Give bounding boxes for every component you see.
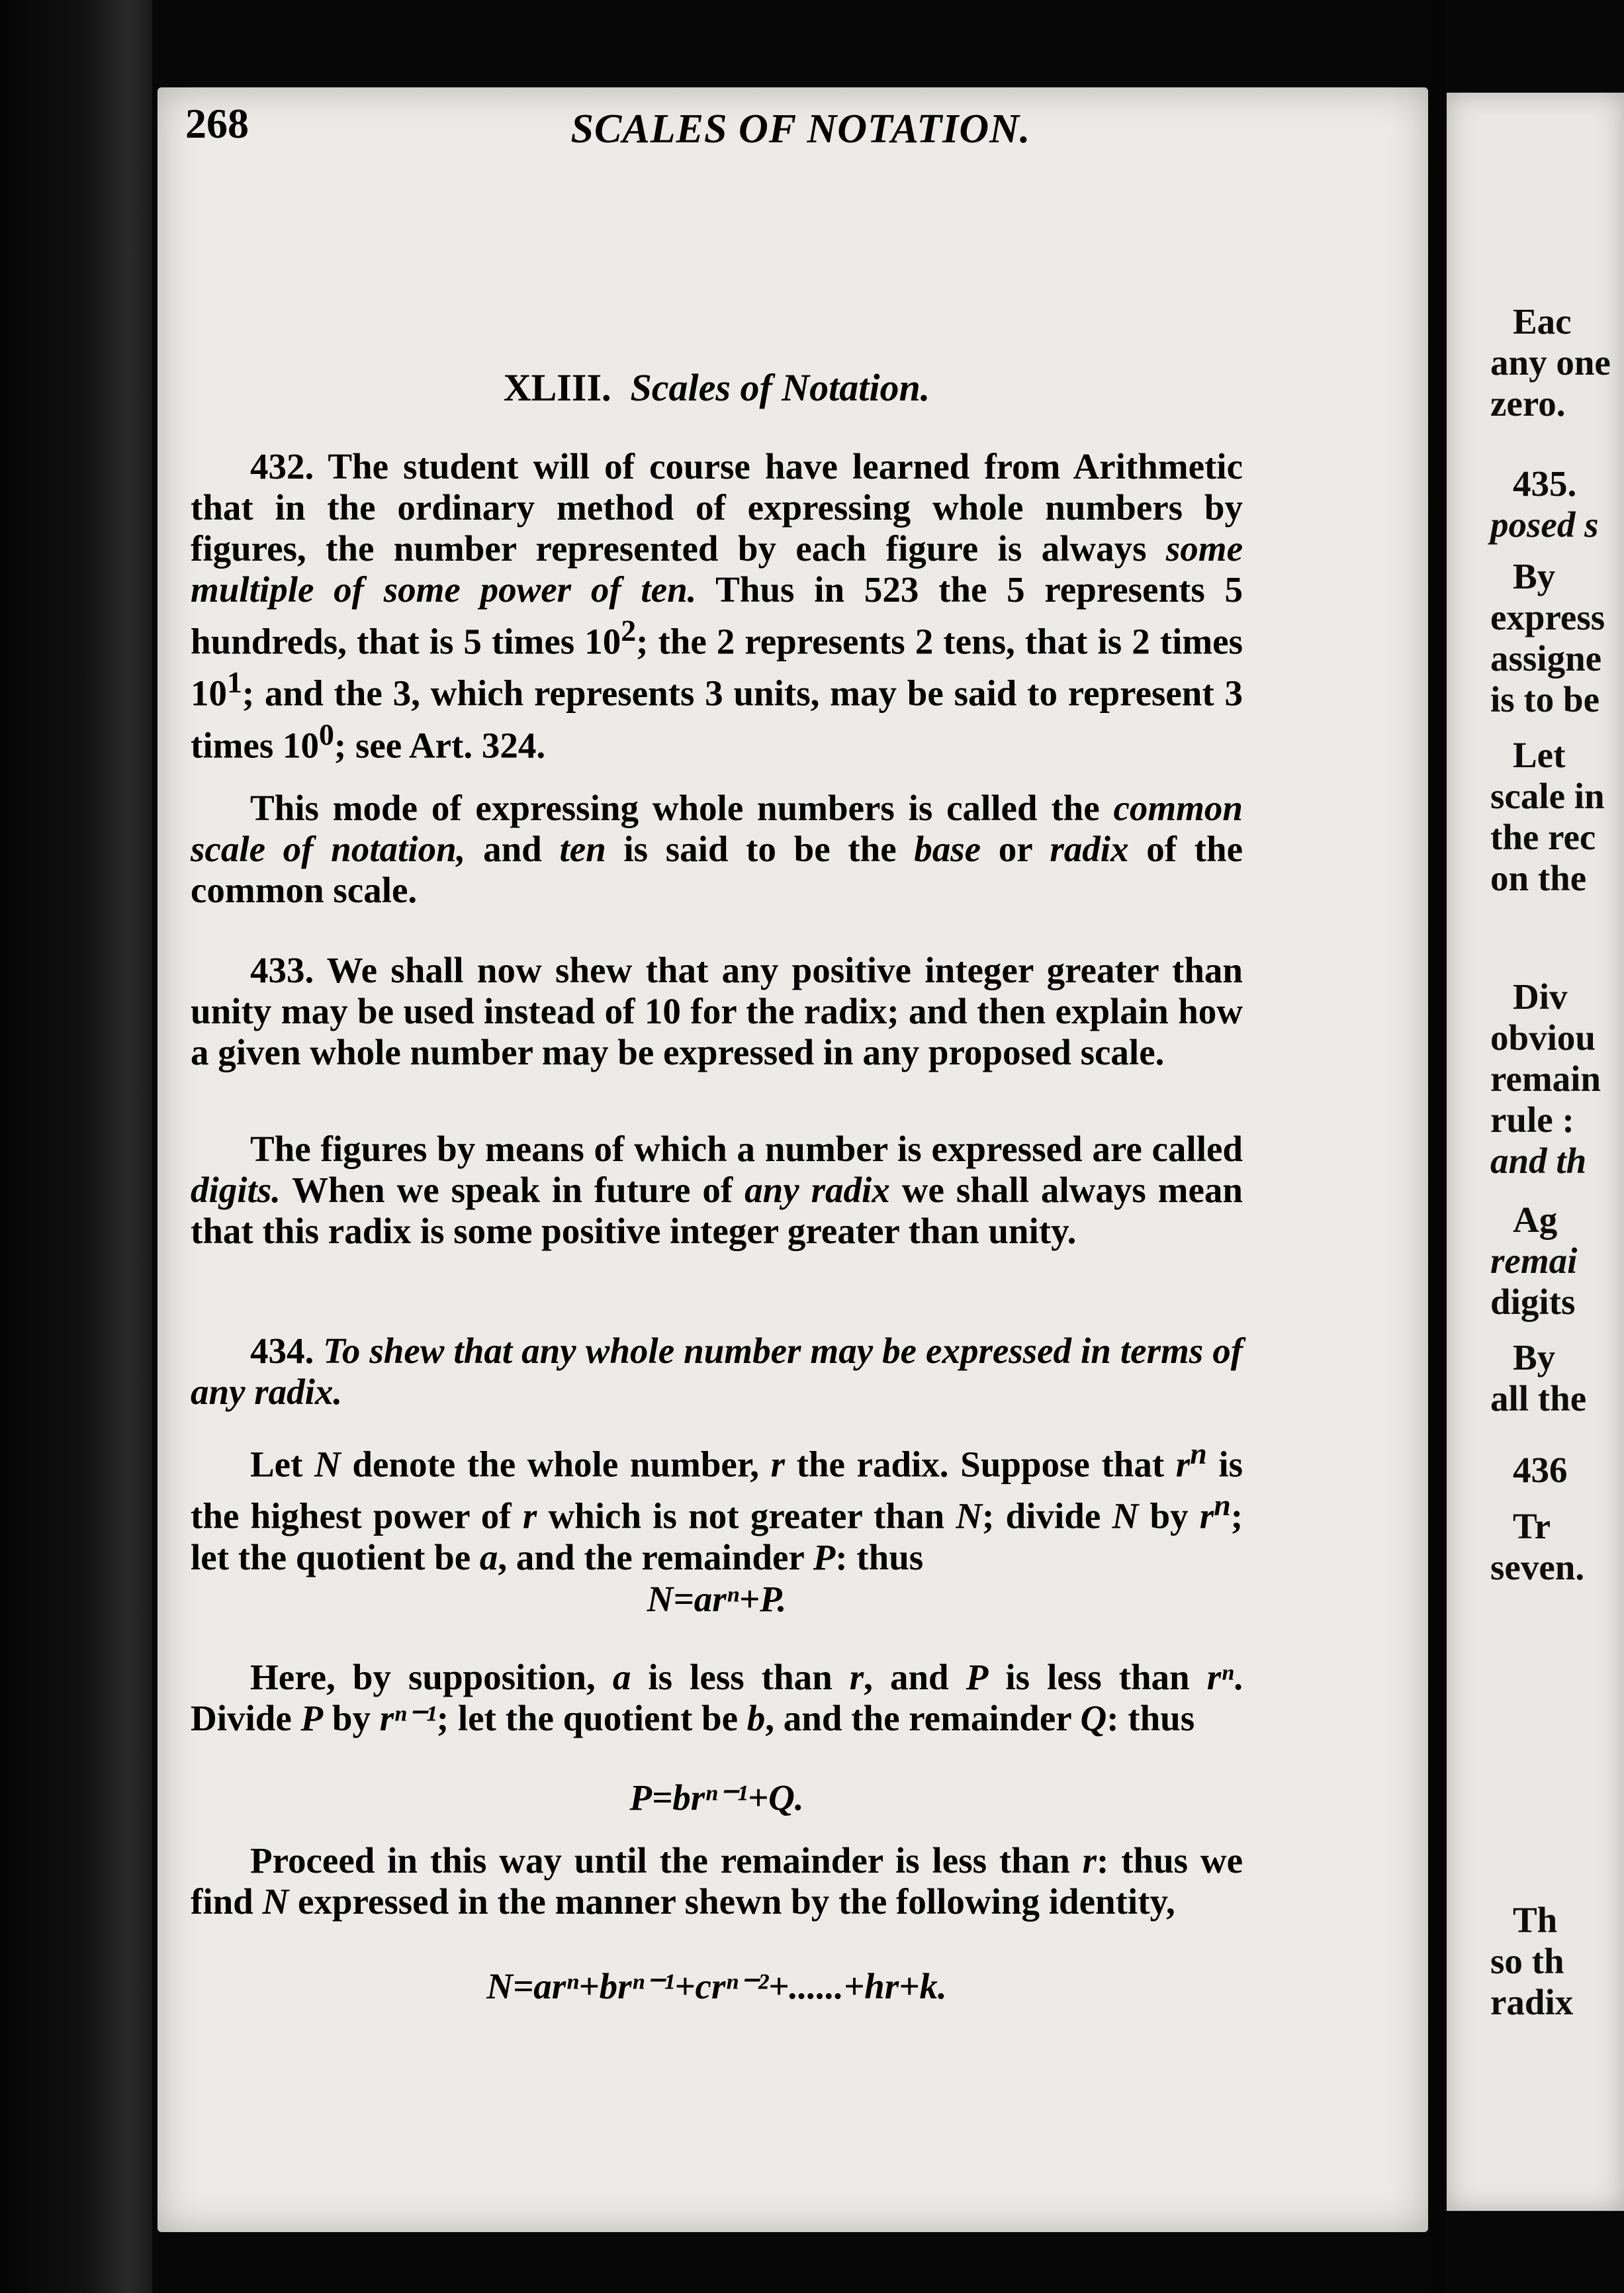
text-run: and bbox=[465, 829, 560, 869]
math-var: r bbox=[1082, 1840, 1097, 1881]
article-434-paragraph-3 bbox=[191, 1840, 1243, 1922]
next-page-line: digits bbox=[1490, 1282, 1576, 1322]
exponent: n bbox=[1214, 1488, 1231, 1522]
next-page-line: the rec bbox=[1490, 817, 1596, 857]
equation-3: N=arⁿ+brⁿ⁻¹+crⁿ⁻²+......+hr+k. bbox=[486, 1966, 947, 2006]
article-number: 432. bbox=[250, 446, 314, 487]
next-page-line: posed s bbox=[1490, 504, 1599, 545]
text-run: or bbox=[981, 829, 1050, 869]
math-var: r bbox=[1175, 1444, 1191, 1485]
math-var: N bbox=[1112, 1495, 1139, 1536]
math-var: r bbox=[522, 1495, 537, 1536]
text-run: Proceed in this way until the remainder is less than bbox=[250, 1840, 1083, 1881]
text-run: , and bbox=[864, 1657, 966, 1697]
text-run: ; let the quotient be bbox=[436, 1698, 747, 1738]
math-var: r bbox=[849, 1657, 864, 1697]
article-434-paragraph-1 bbox=[191, 1433, 1243, 1578]
text-run: Here, by supposition, bbox=[250, 1657, 613, 1697]
emphasis: digits. bbox=[191, 1170, 281, 1210]
text-run: , and the remainder bbox=[498, 1536, 813, 1577]
math-var: r bbox=[770, 1444, 785, 1485]
text-run: ; and the 3, which represents 3 units, may be said to represent 3 times 10 bbox=[191, 673, 1243, 765]
math-var: rⁿ⁻¹ bbox=[379, 1698, 437, 1738]
math-var: a bbox=[479, 1536, 498, 1577]
equation-2: P=brⁿ⁻¹+Q. bbox=[629, 1777, 804, 1818]
emphasis: ten bbox=[559, 829, 606, 869]
text-run: is said to be the bbox=[606, 829, 915, 869]
math-var: Q bbox=[1080, 1698, 1107, 1738]
page-divider bbox=[1428, 0, 1447, 2293]
next-page-line: assigne bbox=[1490, 638, 1602, 679]
chapter-title: Scales of Notation. bbox=[630, 366, 930, 409]
text-run: which is not greater than bbox=[537, 1495, 956, 1536]
article-432-paragraph-1 bbox=[191, 446, 1243, 766]
emphasis: base bbox=[914, 829, 981, 869]
text-run: ; let the quotient be bbox=[191, 1495, 1243, 1577]
chapter-numeral: XLIII. bbox=[503, 366, 611, 409]
emphasis: radix bbox=[1050, 829, 1129, 869]
emphasis: some multiple of some power of ten. bbox=[191, 528, 1243, 610]
text-run: by bbox=[1138, 1495, 1200, 1536]
next-page-line: express bbox=[1490, 597, 1605, 637]
next-page-line: scale in bbox=[1490, 776, 1605, 816]
text-run: is the highest power of bbox=[191, 1444, 1243, 1536]
math-var: N bbox=[262, 1881, 289, 1922]
next-page-line: 435. bbox=[1513, 463, 1577, 504]
text-run: : thus bbox=[1106, 1698, 1195, 1738]
text-run: expressed in the manner shewn by the following identity, bbox=[289, 1881, 1175, 1922]
text-run: The student will of course have learned from Arithmetic that in the ordinary method of expressing whole numbers by figures, the number represented by each figure is always bbox=[191, 446, 1243, 569]
next-page-line: remain bbox=[1490, 1058, 1601, 1099]
text-run: the radix. Suppose that bbox=[784, 1444, 1176, 1485]
next-page-line: Th bbox=[1513, 1900, 1558, 1940]
math-var: a bbox=[612, 1657, 631, 1697]
text-run: by bbox=[323, 1698, 380, 1738]
math-var: b bbox=[746, 1698, 766, 1738]
next-page-line: all the bbox=[1490, 1378, 1587, 1419]
text-run: we shall always mean that this radix is some positive integer greater than unity. bbox=[191, 1170, 1243, 1251]
math-var: P bbox=[300, 1698, 324, 1738]
text-run: ; divide bbox=[982, 1495, 1112, 1536]
next-page-line: is to be bbox=[1490, 679, 1600, 720]
math-var: rⁿ bbox=[1206, 1657, 1234, 1697]
text-run: This mode of expressing whole numbers is called the bbox=[250, 788, 1114, 828]
equation-1: N=arⁿ+P. bbox=[647, 1579, 787, 1619]
text-run: is less than bbox=[988, 1657, 1207, 1697]
next-page-line: By bbox=[1513, 1337, 1556, 1378]
next-page-line: any one bbox=[1490, 342, 1611, 383]
emphasis: common scale of notation, bbox=[191, 788, 1243, 869]
text-run: of the common scale. bbox=[191, 829, 1243, 910]
text-run: We shall now shew that any positive integer greater than unity may be used instead of 10 for the radix; and then explain how a given whole number may be expressed in any proposed scale. bbox=[191, 950, 1243, 1072]
exponent: n bbox=[1190, 1436, 1207, 1470]
exponent: 2 bbox=[621, 614, 637, 647]
next-page-line: By bbox=[1513, 556, 1556, 596]
text-run: . Divide bbox=[191, 1657, 1243, 1738]
math-var: P bbox=[813, 1536, 836, 1577]
next-page-line: so th bbox=[1490, 1941, 1564, 1981]
article-title: To shew that any whole number may be expressed in terms of any radix. bbox=[191, 1331, 1243, 1412]
next-page-line: Tr bbox=[1513, 1506, 1551, 1546]
page-number: 268 bbox=[185, 100, 249, 147]
next-page-line: 436 bbox=[1513, 1450, 1568, 1490]
text-run: When we speak in future of bbox=[281, 1170, 745, 1210]
text-run: ; see Art. 324. bbox=[334, 724, 546, 765]
text-run: : thus we find bbox=[191, 1840, 1243, 1922]
text-run: The figures by means of which a number is expressed are called bbox=[250, 1129, 1243, 1169]
next-page-line: Eac bbox=[1513, 301, 1572, 342]
exponent: 0 bbox=[318, 717, 334, 751]
text-run: , and the remainder bbox=[765, 1698, 1081, 1738]
next-page-line: remai bbox=[1490, 1240, 1578, 1281]
text-run: is less than bbox=[631, 1657, 850, 1697]
article-433-paragraph-1 bbox=[191, 950, 1243, 1073]
running-head: SCALES OF NOTATION. bbox=[570, 107, 1031, 152]
chapter-heading bbox=[191, 367, 1243, 408]
next-page-line: Let bbox=[1513, 735, 1566, 775]
math-var: r bbox=[1199, 1495, 1214, 1536]
next-page-line: seven. bbox=[1490, 1547, 1585, 1587]
next-page-line: obviou bbox=[1490, 1017, 1596, 1058]
next-page-line: on the bbox=[1490, 858, 1587, 898]
article-434-heading bbox=[191, 1331, 1243, 1413]
next-page-line: Ag bbox=[1513, 1199, 1558, 1240]
text-run: denote the whole number, bbox=[340, 1444, 771, 1485]
text-run: Let bbox=[250, 1444, 315, 1485]
next-page-line: zero. bbox=[1490, 383, 1566, 424]
text-run: Thus in 523 the 5 represents 5 hundreds, that is 5 times 10 bbox=[191, 569, 1243, 662]
article-433-paragraph-2 bbox=[191, 1129, 1243, 1252]
article-434-paragraph-2 bbox=[191, 1657, 1243, 1739]
text-run: ; the 2 represents 2 tens, that is 2 times 10 bbox=[191, 621, 1243, 714]
math-var: P bbox=[966, 1657, 989, 1697]
math-var: N bbox=[314, 1444, 341, 1485]
article-number: 434. bbox=[250, 1331, 314, 1371]
book-binding-gutter bbox=[0, 0, 152, 2293]
article-432-paragraph-2 bbox=[191, 788, 1243, 911]
emphasis: any radix bbox=[744, 1170, 890, 1210]
next-page-line: radix bbox=[1490, 1982, 1574, 2022]
next-page-fragment bbox=[1447, 93, 1624, 2211]
exponent: 1 bbox=[227, 665, 242, 700]
next-page-line: Div bbox=[1513, 976, 1568, 1017]
article-number: 433. bbox=[250, 950, 314, 990]
text-run: : thus bbox=[835, 1536, 924, 1577]
next-page-line: and th bbox=[1490, 1141, 1587, 1181]
math-var: N bbox=[956, 1495, 983, 1536]
next-page-line: rule : bbox=[1490, 1100, 1574, 1140]
